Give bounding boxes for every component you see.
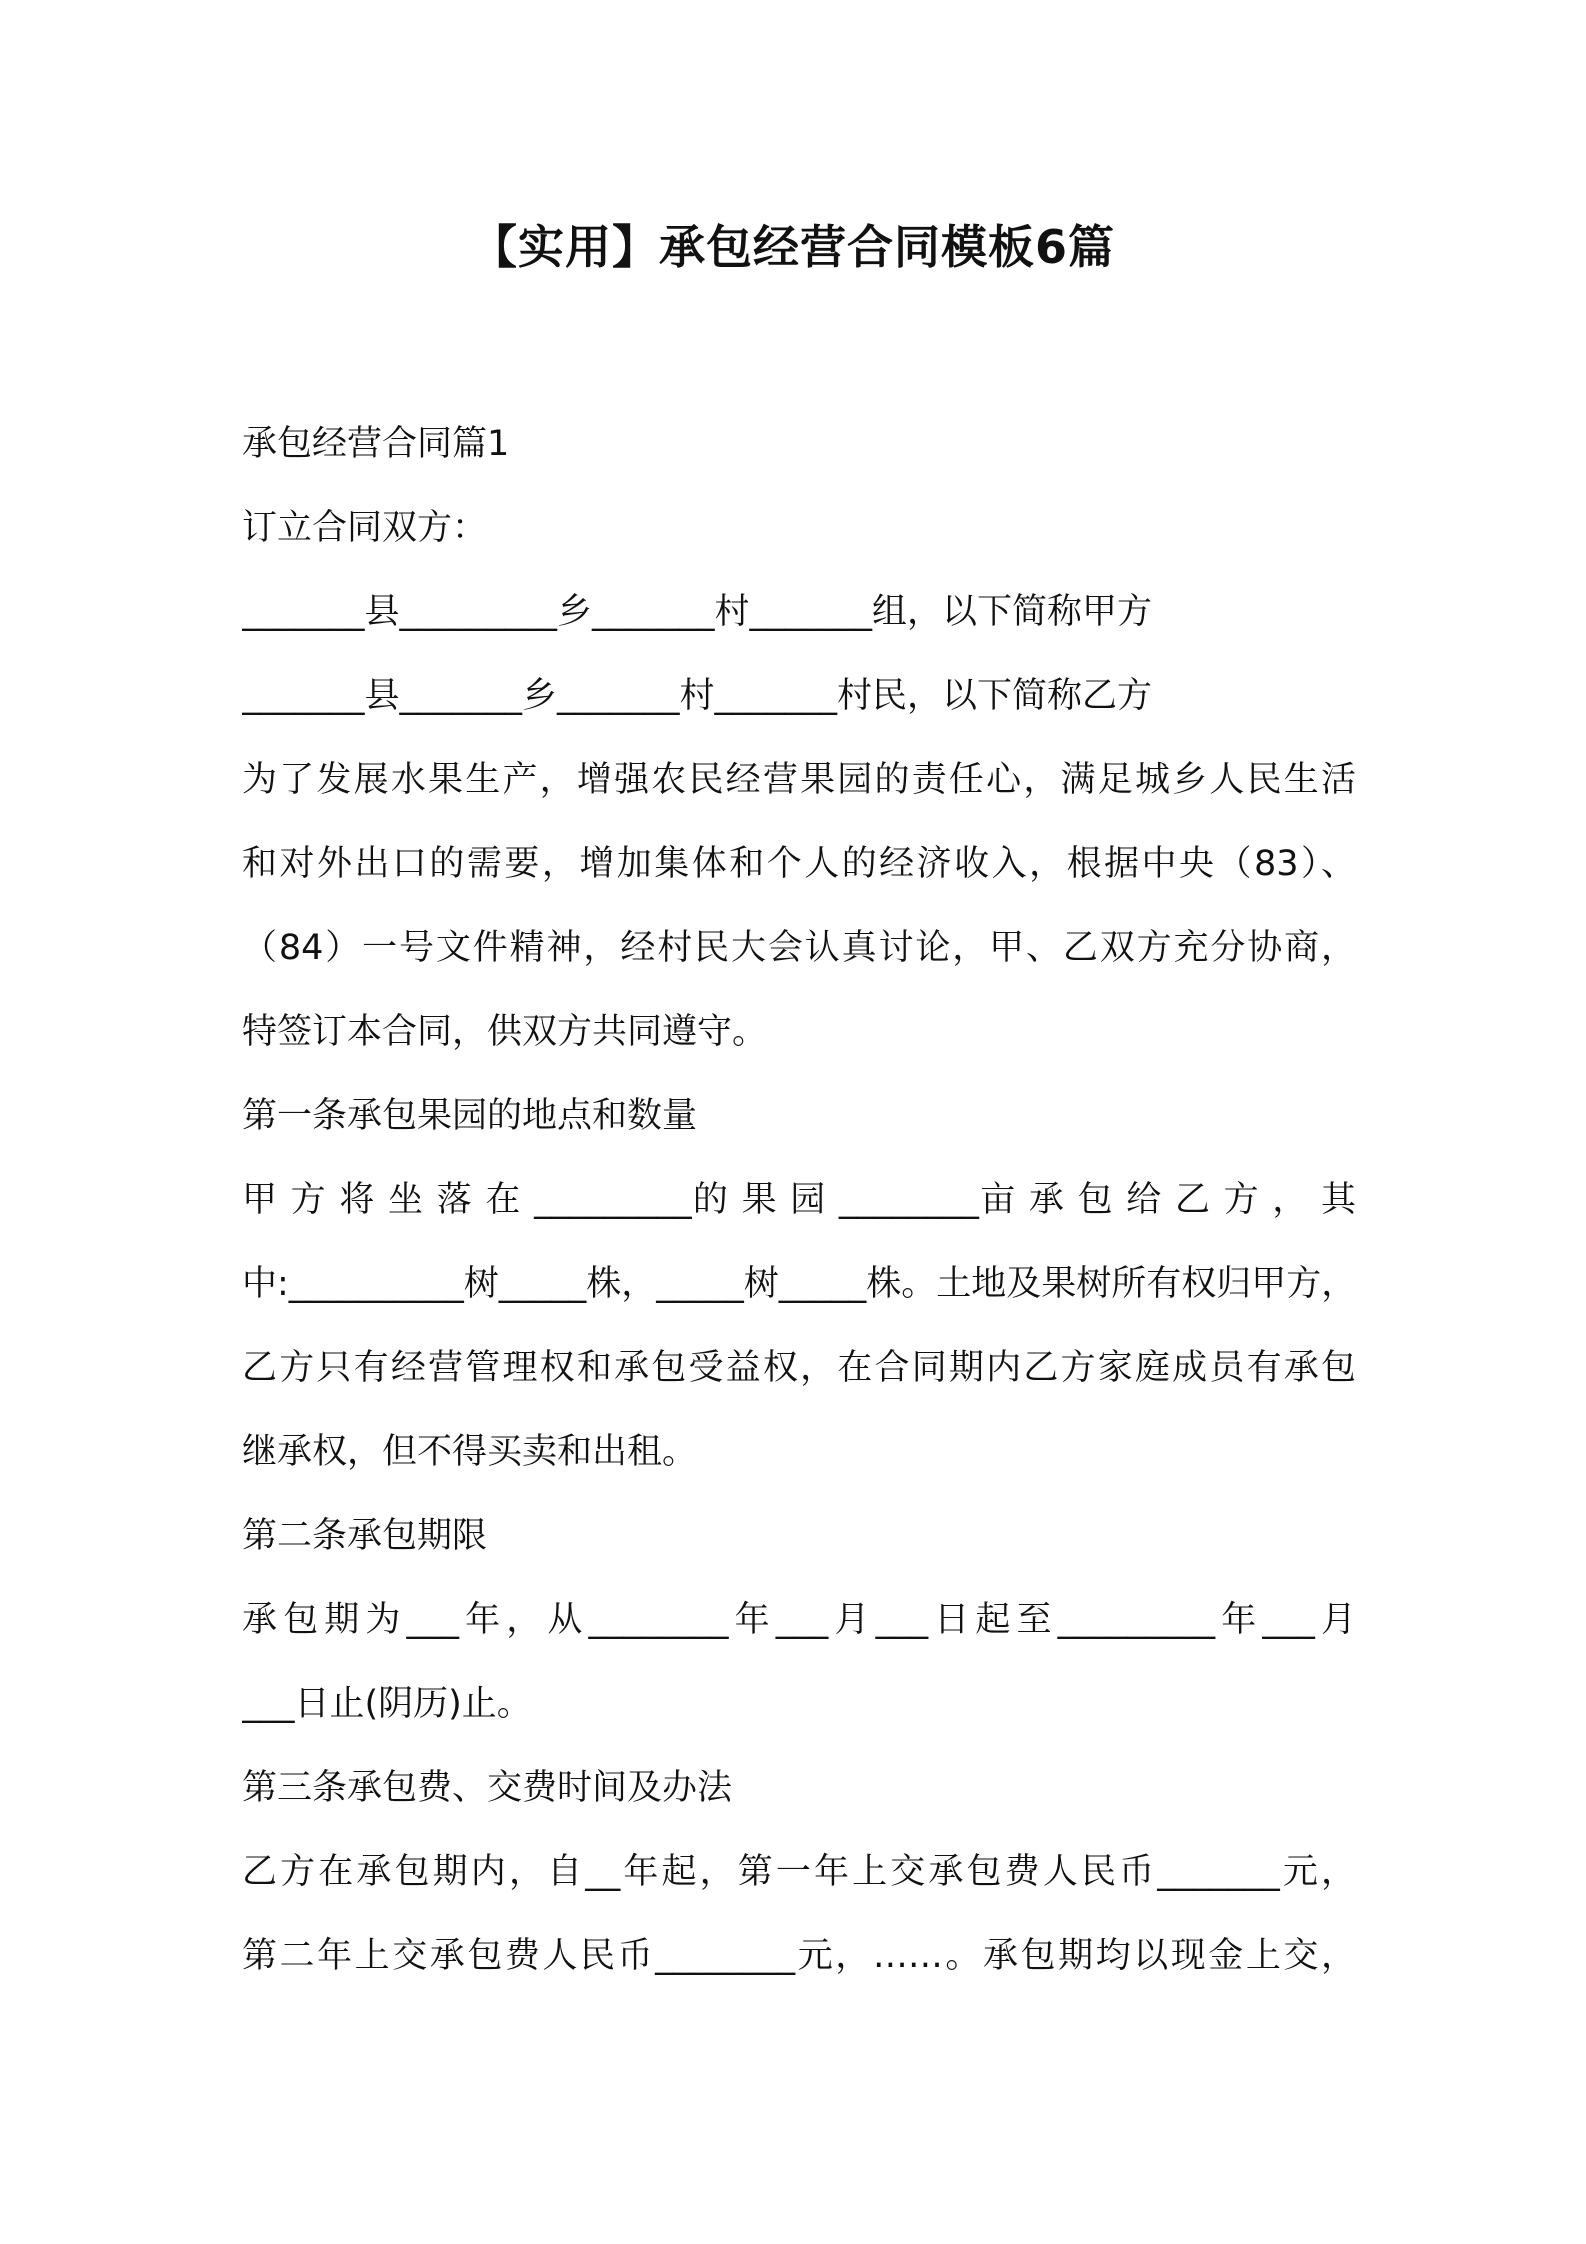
clause-heading: 第一条承包果园的地点和数量 [242,1096,698,1136]
clause-heading: 第二条承包期限 [242,1516,488,1556]
paragraph-line: （84）一号文件精神，经村民大会认真讨论，甲、乙双方充分协商， [242,928,1356,968]
section-heading: 承包经营合同篇1 [242,424,510,464]
paragraph-line: 和对外出口的需要，增加集体和个人的经济收入，根据中央（83）、 [242,844,1356,884]
clause-heading: 第三条承包费、交费时间及办法 [242,1768,733,1808]
blank-field-line: 甲 方 将 坐 落 在 _________的 果 园 ________亩 承 包 给 乙 方 ， 其 [242,1180,1356,1220]
paragraph-line: 订立合同双方： [242,508,488,548]
blank-field-line: _______县_______乡_______村_______村民，以下简称乙方 [242,676,1153,716]
blank-field-line: 中:__________树_____株，_____树_____株。土地及果树所有权归甲方， [242,1264,1356,1304]
paragraph-line: 乙方只有经营管理权和承包受益权，在合同期内乙方家庭成员有承包 [242,1348,1356,1388]
document-title: 【实用】承包经营合同模板6篇 [470,220,1115,274]
blank-field-line: 乙方在承包期内，自__年起，第一年上交承包费人民币_______元， [242,1852,1356,1892]
paragraph-line: 特签订本合同，供双方共同遵守。 [242,1012,768,1052]
paragraph-line: 继承权，但不得买卖和出租。 [242,1432,698,1472]
blank-field-line: 承包期为___年，从________年___月___日起至_________年___月 [242,1600,1356,1640]
blank-field-line: _______县_________乡_______村_______组，以下简称甲方 [242,592,1153,632]
blank-field-line: 第二年上交承包费人民币________元，……。承包期均以现金上交， [242,1936,1356,1976]
document-body [242,402,1356,1998]
blank-field-line: ___日止(阴历)止。 [242,1684,532,1724]
paragraph-line: 为了发展水果生产，增强农民经营果园的责任心，满足城乡人民生活 [242,760,1356,800]
